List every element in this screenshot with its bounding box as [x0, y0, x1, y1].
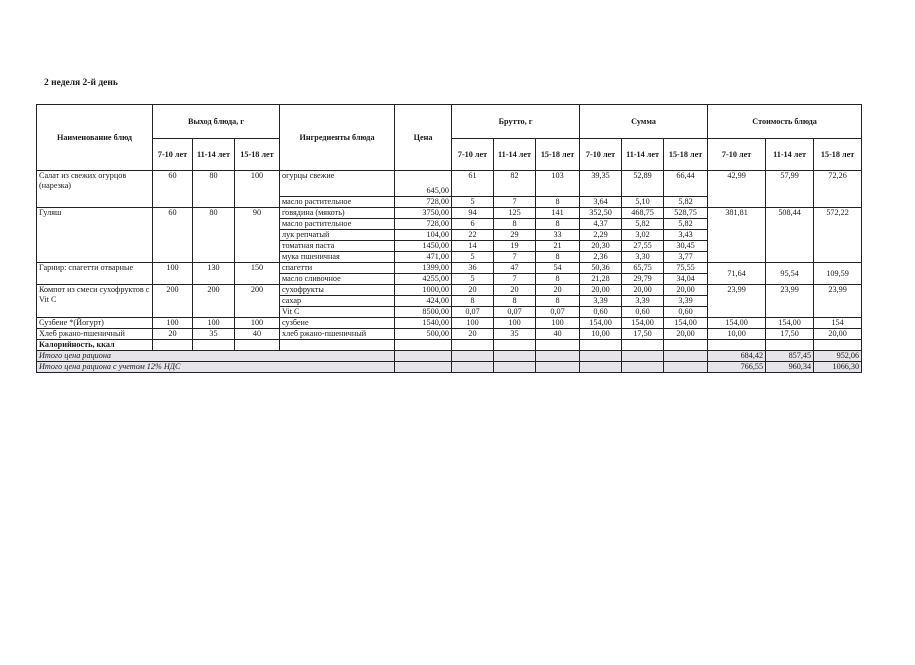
- header-brutto: Брутто, г: [452, 105, 580, 139]
- dish-cost: 109,59: [814, 263, 862, 285]
- dish-output: 100: [153, 263, 193, 285]
- ingredient-price: 4255,00: [395, 274, 452, 285]
- sum-value: 66,44: [664, 171, 708, 197]
- ingredient-price: 471,00: [395, 252, 452, 263]
- total-value: 684,42: [708, 351, 766, 362]
- dish-cost: 508,44: [766, 208, 814, 263]
- dish-name: Хлеб ржано-пшеничный: [37, 329, 153, 340]
- brutto-value: 20: [536, 285, 580, 296]
- total-value: 952,06: [814, 351, 862, 362]
- page-title: 2 неделя 2-й день: [44, 78, 118, 88]
- dish-cost: 23,99: [814, 285, 862, 318]
- sum-value: 5,82: [664, 219, 708, 230]
- sum-value: 154,00: [580, 318, 622, 329]
- dish-output: 90: [235, 208, 280, 263]
- brutto-value: 8: [536, 274, 580, 285]
- dish-output: 100: [235, 171, 280, 208]
- brutto-value: 8: [536, 197, 580, 208]
- dish-cost: 10,00: [708, 329, 766, 340]
- sum-value: 20,00: [664, 285, 708, 296]
- dish-cost: 42,99: [708, 171, 766, 208]
- sum-value: 5,10: [622, 197, 664, 208]
- dish-output: 20: [153, 329, 193, 340]
- total-vat-value: 960,34: [766, 362, 814, 373]
- brutto-value: 7: [494, 252, 536, 263]
- ingredient-price: 1000,00: [395, 285, 452, 296]
- brutto-value: 6: [452, 219, 494, 230]
- sum-value: 352,50: [580, 208, 622, 219]
- sum-value: 52,89: [622, 171, 664, 197]
- table-row: [37, 329, 862, 340]
- total-value: 857,45: [766, 351, 814, 362]
- sum-value: 0,60: [622, 307, 664, 318]
- brutto-value: 100: [536, 318, 580, 329]
- brutto-value: 35: [494, 329, 536, 340]
- ingredient-name: масло растительное: [280, 219, 395, 230]
- sum-value: 2,36: [580, 252, 622, 263]
- ingredient-name: лук репчатый: [280, 230, 395, 241]
- brutto-value: 8: [536, 252, 580, 263]
- sum-value: 75,55: [664, 263, 708, 274]
- ingredient-price: 104,00: [395, 230, 452, 241]
- sum-value: 3,64: [580, 197, 622, 208]
- sum-value: 27,55: [622, 241, 664, 252]
- brutto-value: 20: [494, 285, 536, 296]
- brutto-value: 7: [494, 197, 536, 208]
- brutto-value: 21: [536, 241, 580, 252]
- ingredient-name: сахар: [280, 296, 395, 307]
- dish-cost: 572,22: [814, 208, 862, 263]
- header-output: Выход блюда, г: [153, 105, 280, 139]
- dish-output: 40: [235, 329, 280, 340]
- dish-output: 80: [193, 208, 235, 263]
- dish-output: 100: [193, 318, 235, 329]
- brutto-value: 7: [494, 274, 536, 285]
- ingredient-name: томатная паста: [280, 241, 395, 252]
- table-row: [37, 318, 862, 329]
- sum-value: 65,75: [622, 263, 664, 274]
- total-vat-value: 766,55: [708, 362, 766, 373]
- dish-cost: 154,00: [708, 318, 766, 329]
- brutto-value: 5: [452, 197, 494, 208]
- dish-output: 150: [235, 263, 280, 285]
- header-age: 15-18 лет: [664, 139, 708, 171]
- header-age: 7-10 лет: [580, 139, 622, 171]
- brutto-value: 19: [494, 241, 536, 252]
- header-age: 15-18 лет: [814, 139, 862, 171]
- sum-value: 0,60: [580, 307, 622, 318]
- dish-output: 80: [193, 171, 235, 208]
- brutto-value: 100: [494, 318, 536, 329]
- dish-cost: 57,99: [766, 171, 814, 208]
- sum-value: 3,39: [622, 296, 664, 307]
- ingredient-price: 8500,00: [395, 307, 452, 318]
- brutto-value: 8: [536, 219, 580, 230]
- sum-value: 20,30: [580, 241, 622, 252]
- brutto-value: 14: [452, 241, 494, 252]
- ingredient-name: говядина (мякоть): [280, 208, 395, 219]
- dish-cost: 154,00: [766, 318, 814, 329]
- ingredient-price: 3750,00: [395, 208, 452, 219]
- sum-value: 5,82: [622, 219, 664, 230]
- ingredient-price: 728,00: [395, 197, 452, 208]
- brutto-value: 125: [494, 208, 536, 219]
- dish-output: 200: [153, 285, 193, 318]
- dish-cost: 23,99: [708, 285, 766, 318]
- total-vat-value: 1066,30: [814, 362, 862, 373]
- brutto-value: 40: [536, 329, 580, 340]
- header-sum: Сумма: [580, 105, 708, 139]
- table-row: [37, 208, 862, 219]
- sum-value: 29,79: [622, 274, 664, 285]
- total-vat-label: Итого цена рациона с учетом 12% НДС: [37, 362, 395, 373]
- brutto-value: 29: [494, 230, 536, 241]
- sum-value: 3,02: [622, 230, 664, 241]
- sum-value: 3,43: [664, 230, 708, 241]
- header-dish-name: Наименование блюд: [37, 105, 153, 171]
- sum-value: 17,50: [622, 329, 664, 340]
- dish-name: Компот из смеси сухофруктов с Vit C: [37, 285, 153, 318]
- table-row: [37, 340, 862, 351]
- dish-name: Гуляш: [37, 208, 153, 263]
- brutto-value: 0,07: [536, 307, 580, 318]
- brutto-value: 33: [536, 230, 580, 241]
- dish-cost: 72,26: [814, 171, 862, 208]
- dish-cost: 381,81: [708, 208, 766, 263]
- sum-value: 5,82: [664, 197, 708, 208]
- dish-name: Сузбеие *(Йогурт): [37, 318, 153, 329]
- ingredient-price: 728,00: [395, 219, 452, 230]
- sum-value: 4,37: [580, 219, 622, 230]
- table-row: [37, 171, 862, 197]
- table-row: [37, 351, 862, 362]
- sum-value: 528,75: [664, 208, 708, 219]
- header-age: 15-18 лет: [235, 139, 280, 171]
- dish-output: 100: [235, 318, 280, 329]
- sum-value: 468,75: [622, 208, 664, 219]
- table-row: [37, 362, 862, 373]
- dish-output: 130: [193, 263, 235, 285]
- brutto-value: 47: [494, 263, 536, 274]
- brutto-value: 5: [452, 252, 494, 263]
- table-row: [37, 285, 862, 296]
- dish-cost: 71,64: [708, 263, 766, 285]
- header-price: Цена: [395, 105, 452, 171]
- brutto-value: 8: [452, 296, 494, 307]
- brutto-value: 20: [452, 285, 494, 296]
- dish-cost: 17,50: [766, 329, 814, 340]
- sum-value: 39,35: [580, 171, 622, 197]
- sum-value: 3,39: [580, 296, 622, 307]
- brutto-value: 103: [536, 171, 580, 197]
- ingredient-name: спагетти: [280, 263, 395, 274]
- ingredient-name: Vit C: [280, 307, 395, 318]
- header-age: 7-10 лет: [452, 139, 494, 171]
- ingredient-name: сухофрукты: [280, 285, 395, 296]
- header-ingredients: Ингредиенты блюда: [280, 105, 395, 171]
- sum-value: 21,28: [580, 274, 622, 285]
- sum-value: 3,30: [622, 252, 664, 263]
- brutto-value: 20: [452, 329, 494, 340]
- ingredient-price: 424,00: [395, 296, 452, 307]
- ingredient-name: масло растительное: [280, 197, 395, 208]
- sum-value: 50,36: [580, 263, 622, 274]
- brutto-value: 82: [494, 171, 536, 197]
- brutto-value: 141: [536, 208, 580, 219]
- brutto-value: 54: [536, 263, 580, 274]
- ingredient-price: 645,00: [395, 171, 452, 197]
- sum-value: 2,29: [580, 230, 622, 241]
- brutto-value: 100: [452, 318, 494, 329]
- header-age: 11-14 лет: [494, 139, 536, 171]
- ingredient-name: хлеб ржано-пшеничный: [280, 329, 395, 340]
- sum-value: 10,00: [580, 329, 622, 340]
- dish-output: 35: [193, 329, 235, 340]
- ingredient-price: 1540,00: [395, 318, 452, 329]
- header-age: 11-14 лет: [193, 139, 235, 171]
- sum-value: 0,60: [664, 307, 708, 318]
- brutto-value: 61: [452, 171, 494, 197]
- sum-value: 154,00: [622, 318, 664, 329]
- dish-output: 200: [193, 285, 235, 318]
- brutto-value: 8: [536, 296, 580, 307]
- ingredient-name: огурцы свежие: [280, 171, 395, 197]
- dish-output: 200: [235, 285, 280, 318]
- dish-name: Гарнир: спагетти отварные: [37, 263, 153, 285]
- sum-value: 20,00: [664, 329, 708, 340]
- brutto-value: 0,07: [494, 307, 536, 318]
- dish-output: 60: [153, 171, 193, 208]
- header-cost: Стоимость блюда: [708, 105, 862, 139]
- sum-value: 20,00: [580, 285, 622, 296]
- dish-output: 60: [153, 208, 193, 263]
- sum-value: 3,77: [664, 252, 708, 263]
- table-row: [37, 263, 862, 274]
- dish-cost: 20,00: [814, 329, 862, 340]
- brutto-value: 5: [452, 274, 494, 285]
- brutto-value: 8: [494, 219, 536, 230]
- ingredient-name: сузбеие: [280, 318, 395, 329]
- header-age: 11-14 лет: [622, 139, 664, 171]
- ingredient-price: 1399,00: [395, 263, 452, 274]
- dish-name: Салат из свежих огурцов (нарезка): [37, 171, 153, 208]
- brutto-value: 94: [452, 208, 494, 219]
- brutto-value: 22: [452, 230, 494, 241]
- sum-value: 34,04: [664, 274, 708, 285]
- total-label: Итого цена рациона: [37, 351, 395, 362]
- header-age: 15-18 лет: [536, 139, 580, 171]
- brutto-value: 36: [452, 263, 494, 274]
- sum-value: 30,45: [664, 241, 708, 252]
- sum-value: 3,39: [664, 296, 708, 307]
- menu-table: [36, 104, 862, 373]
- ingredient-price: 1450,00: [395, 241, 452, 252]
- brutto-value: 8: [494, 296, 536, 307]
- sum-value: 154,00: [664, 318, 708, 329]
- header-age: 11-14 лет: [766, 139, 814, 171]
- brutto-value: 0,07: [452, 307, 494, 318]
- calories-label: Калорийность, ккал: [37, 340, 153, 351]
- dish-cost: 154: [814, 318, 862, 329]
- dish-cost: 95,54: [766, 263, 814, 285]
- sum-value: 20,00: [622, 285, 664, 296]
- header-age: 7-10 лет: [153, 139, 193, 171]
- ingredient-name: масло сливочное: [280, 274, 395, 285]
- dish-output: 100: [153, 318, 193, 329]
- header-age: 7-10 лет: [708, 139, 766, 171]
- ingredient-name: мука пшеничная: [280, 252, 395, 263]
- dish-cost: 23,99: [766, 285, 814, 318]
- ingredient-price: 500,00: [395, 329, 452, 340]
